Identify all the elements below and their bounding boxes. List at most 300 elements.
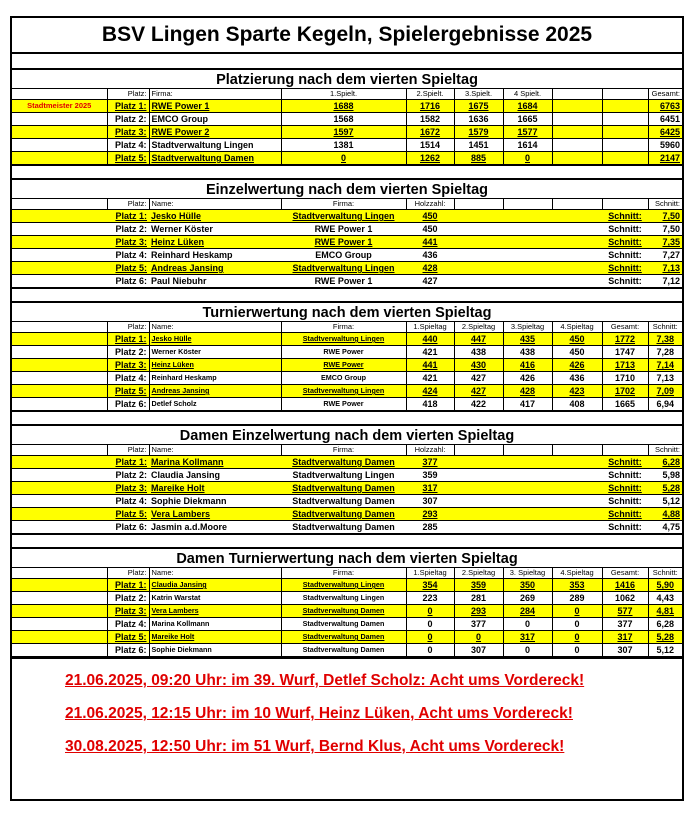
- empty-cell: [12, 592, 107, 605]
- header-cell: Platz:: [107, 199, 149, 210]
- header-cell: 4 Spielt.: [503, 89, 552, 100]
- platz-cell: Platz 3:: [107, 359, 149, 372]
- firma-cell: EMCO Group: [149, 113, 281, 126]
- empty-cell: [552, 126, 602, 139]
- score-cell: 430: [454, 359, 503, 372]
- platz-cell: Platz 6:: [107, 398, 149, 411]
- holz-cell: 377: [406, 456, 454, 469]
- holz-cell: 428: [406, 262, 454, 275]
- gesamt-cell: 5960: [648, 139, 682, 152]
- score-cell: 447: [454, 333, 503, 346]
- gesamt-cell: 1062: [602, 592, 648, 605]
- schnitt-cell: 7,09: [648, 385, 682, 398]
- score-cell: 317: [503, 631, 552, 644]
- table-row: [12, 644, 682, 657]
- note-item: 21.06.2025, 09:20 Uhr: im 39. Wurf, Detlef Scholz: Acht ums Vordereck!: [65, 672, 585, 689]
- schnitt-label: Schnitt:: [602, 249, 648, 262]
- score-cell: 0: [552, 644, 602, 657]
- empty-cell: [12, 126, 107, 139]
- schnitt-label: Schnitt:: [602, 482, 648, 495]
- page-title: BSV Lingen Sparte Kegeln, Spielergebnisse 2025: [12, 18, 682, 54]
- schnitt-cell: 5,28: [648, 631, 682, 644]
- platz-cell: Platz 5:: [107, 385, 149, 398]
- score-cell: 426: [503, 372, 552, 385]
- table-header-row: [12, 445, 682, 456]
- header-cell: 3.Spieltag: [503, 322, 552, 333]
- name-cell: Vera Lambers: [149, 605, 281, 618]
- score-cell: 0: [552, 618, 602, 631]
- schnitt-cell: 4,43: [648, 592, 682, 605]
- score-cell: 269: [503, 592, 552, 605]
- table-row: [12, 398, 682, 411]
- header-cell: [503, 445, 552, 456]
- platz-cell: Platz 6:: [107, 521, 149, 534]
- gesamt-cell: 6763: [648, 100, 682, 113]
- score-cell: 1665: [503, 113, 552, 126]
- table-row: [12, 100, 682, 113]
- empty-cell: [12, 495, 107, 508]
- spacer-row: [12, 54, 682, 70]
- empty-cell: [602, 100, 648, 113]
- platz-cell: Platz 2:: [107, 469, 149, 482]
- score-cell: 1451: [454, 139, 503, 152]
- empty-cell: [12, 359, 107, 372]
- header-cell: 2.Spieltag: [454, 322, 503, 333]
- platz-cell: Platz 1:: [107, 333, 149, 346]
- section-damen-einzelwertung: [12, 426, 682, 534]
- score-cell: 1568: [281, 113, 406, 126]
- spacer-row: [12, 534, 682, 549]
- schnitt-cell: 4,81: [648, 605, 682, 618]
- gesamt-cell: 377: [602, 618, 648, 631]
- score-cell: 1684: [503, 100, 552, 113]
- score-cell: 416: [503, 359, 552, 372]
- table-row: [12, 210, 682, 223]
- spacer-row: [12, 288, 682, 303]
- score-cell: 1579: [454, 126, 503, 139]
- empty-cell: [12, 333, 107, 346]
- header-cell: Holzzahl:: [406, 199, 454, 210]
- firma-cell: Stadtverwaltung Damen: [281, 508, 406, 521]
- name-cell: Sophie Diekmann: [149, 495, 281, 508]
- header-cell: Name:: [149, 322, 281, 333]
- name-cell: Paul Niebuhr: [149, 275, 281, 288]
- gesamt-cell: 1713: [602, 359, 648, 372]
- empty-cell: [454, 456, 602, 469]
- score-cell: 0: [552, 605, 602, 618]
- name-cell: Andreas Jansing: [149, 262, 281, 275]
- header-cell: 2.Spielt.: [406, 89, 454, 100]
- empty-cell: [454, 508, 602, 521]
- header-cell: Name:: [149, 568, 281, 579]
- section-heading: Einzelwertung nach dem vierten Spieltag: [12, 180, 682, 199]
- header-cell: Name:: [149, 199, 281, 210]
- platz-cell: Platz 1:: [107, 100, 149, 113]
- table-row: [12, 521, 682, 534]
- header-cell: Schnitt:: [648, 445, 682, 456]
- empty-cell: [12, 385, 107, 398]
- table-header-row: [12, 89, 682, 100]
- table-row: [12, 605, 682, 618]
- gesamt-cell: 1747: [602, 346, 648, 359]
- table-row: [12, 495, 682, 508]
- score-cell: 440: [406, 333, 454, 346]
- achievement-notes: [12, 659, 682, 766]
- firma-cell: EMCO Group: [281, 372, 406, 385]
- empty-cell: [12, 521, 107, 534]
- score-cell: 421: [406, 346, 454, 359]
- spacer-row: [12, 411, 682, 426]
- empty-cell: [12, 579, 107, 592]
- name-cell: Katrin Warstat: [149, 592, 281, 605]
- empty-cell: [454, 469, 602, 482]
- platz-cell: Platz 4:: [107, 495, 149, 508]
- firma-cell: Stadtverwaltung Lingen: [149, 139, 281, 152]
- holz-cell: 317: [406, 482, 454, 495]
- empty-cell: [12, 236, 107, 249]
- score-cell: 408: [552, 398, 602, 411]
- score-cell: 0: [406, 631, 454, 644]
- schnitt-label: Schnitt:: [602, 262, 648, 275]
- platz-cell: Platz 1:: [107, 456, 149, 469]
- table-row: [12, 579, 682, 592]
- header-cell: Gesamt:: [648, 89, 682, 100]
- header-cell: [552, 445, 602, 456]
- empty-cell: [12, 262, 107, 275]
- header-cell: [12, 568, 107, 579]
- empty-cell: [12, 210, 107, 223]
- holz-cell: 285: [406, 521, 454, 534]
- empty-cell: [454, 210, 602, 223]
- section-heading: Damen Turnierwertung nach dem vierten Spieltag: [12, 549, 682, 568]
- platz-cell: Platz 4:: [107, 372, 149, 385]
- score-cell: 450: [552, 333, 602, 346]
- firma-cell: Stadtverwaltung Lingen: [281, 579, 406, 592]
- platz-cell: Platz 5:: [107, 152, 149, 165]
- score-cell: 1688: [281, 100, 406, 113]
- table-header-row: [12, 199, 682, 210]
- platz-cell: Platz 6:: [107, 644, 149, 657]
- header-cell: [12, 89, 107, 100]
- score-cell: 418: [406, 398, 454, 411]
- platz-cell: Platz 1:: [107, 579, 149, 592]
- platz-cell: Platz 3:: [107, 126, 149, 139]
- gesamt-cell: 1772: [602, 333, 648, 346]
- score-cell: 354: [406, 579, 454, 592]
- schnitt-cell: 7,14: [648, 359, 682, 372]
- score-cell: 422: [454, 398, 503, 411]
- score-cell: 427: [454, 385, 503, 398]
- schnitt-cell: 6,28: [648, 456, 682, 469]
- header-cell: 1.Spielt.: [281, 89, 406, 100]
- score-cell: 284: [503, 605, 552, 618]
- header-cell: Gesamt:: [602, 568, 648, 579]
- empty-cell: [12, 398, 107, 411]
- name-cell: Reinhard Heskamp: [149, 249, 281, 262]
- gesamt-cell: 1702: [602, 385, 648, 398]
- schnitt-cell: 7,50: [648, 210, 682, 223]
- firma-cell: RWE Power 1: [149, 100, 281, 113]
- empty-cell: [602, 139, 648, 152]
- empty-cell: [12, 346, 107, 359]
- empty-cell: [12, 372, 107, 385]
- table-row: [12, 113, 682, 126]
- einzelwertung-table: [12, 199, 682, 288]
- name-cell: Vera Lambers: [149, 508, 281, 521]
- empty-cell: [12, 139, 107, 152]
- firma-cell: RWE Power 1: [281, 223, 406, 236]
- header-cell: Schnitt:: [648, 568, 682, 579]
- score-cell: 377: [454, 618, 503, 631]
- table-row: [12, 333, 682, 346]
- score-cell: 424: [406, 385, 454, 398]
- score-cell: 289: [552, 592, 602, 605]
- schnitt-cell: 5,12: [648, 644, 682, 657]
- name-cell: Jesko Hülle: [149, 210, 281, 223]
- name-cell: Heinz Lüken: [149, 236, 281, 249]
- empty-cell: [12, 113, 107, 126]
- table-row: [12, 469, 682, 482]
- score-cell: 0: [406, 605, 454, 618]
- score-cell: 0: [503, 618, 552, 631]
- header-cell: [12, 199, 107, 210]
- header-cell: [503, 199, 552, 210]
- header-cell: Name:: [149, 445, 281, 456]
- schnitt-label: Schnitt:: [602, 275, 648, 288]
- schnitt-cell: 5,28: [648, 482, 682, 495]
- name-cell: Andreas Jansing: [149, 385, 281, 398]
- platz-cell: Platz 2:: [107, 223, 149, 236]
- table-row: [12, 359, 682, 372]
- score-cell: 435: [503, 333, 552, 346]
- schnitt-cell: 5,98: [648, 469, 682, 482]
- score-cell: 0: [281, 152, 406, 165]
- header-cell: [602, 89, 648, 100]
- holz-cell: 359: [406, 469, 454, 482]
- header-cell: 4.Spieltag: [552, 322, 602, 333]
- header-cell: Platz:: [107, 445, 149, 456]
- firma-cell: Stadtverwaltung Lingen: [281, 333, 406, 346]
- damen-einzelwertung-table: [12, 445, 682, 534]
- gesamt-cell: 1665: [602, 398, 648, 411]
- section-platzierung: [12, 70, 682, 165]
- firma-cell: Stadtverwaltung Damen: [281, 456, 406, 469]
- note-item: 30.08.2025, 12:50 Uhr: im 51 Wurf, Bernd Klus, Acht ums Vordereck!: [65, 738, 565, 755]
- header-cell: [454, 445, 503, 456]
- table-header-row: [12, 568, 682, 579]
- platz-cell: Platz 5:: [107, 631, 149, 644]
- gesamt-cell: 6425: [648, 126, 682, 139]
- table-row: [12, 618, 682, 631]
- empty-cell: [602, 113, 648, 126]
- score-cell: 421: [406, 372, 454, 385]
- header-cell: Holzzahl:: [406, 445, 454, 456]
- table-row: [12, 275, 682, 288]
- gesamt-cell: 317: [602, 631, 648, 644]
- header-cell: 4.Spieltag: [552, 568, 602, 579]
- score-cell: 293: [454, 605, 503, 618]
- platz-cell: Platz 2:: [107, 113, 149, 126]
- header-cell: Firma:: [149, 89, 281, 100]
- gesamt-cell: 577: [602, 605, 648, 618]
- schnitt-label: Schnitt:: [602, 469, 648, 482]
- score-cell: 307: [454, 644, 503, 657]
- header-cell: Gesamt:: [602, 322, 648, 333]
- header-cell: Firma:: [281, 199, 406, 210]
- holz-cell: 307: [406, 495, 454, 508]
- empty-cell: [454, 249, 602, 262]
- score-cell: 353: [552, 579, 602, 592]
- name-cell: Jesko Hülle: [149, 333, 281, 346]
- header-cell: Firma:: [281, 445, 406, 456]
- platz-cell: Platz 3:: [107, 482, 149, 495]
- header-cell: Schnitt:: [648, 199, 682, 210]
- empty-cell: [454, 482, 602, 495]
- schnitt-cell: 6,94: [648, 398, 682, 411]
- holz-cell: 293: [406, 508, 454, 521]
- empty-cell: [454, 495, 602, 508]
- header-cell: 1.Spieltag: [406, 322, 454, 333]
- firma-cell: Stadtverwaltung Lingen: [281, 592, 406, 605]
- empty-cell: [12, 152, 107, 165]
- empty-cell: [12, 249, 107, 262]
- firma-cell: RWE Power: [281, 398, 406, 411]
- header-cell: [602, 199, 648, 210]
- firma-cell: Stadtverwaltung Damen: [149, 152, 281, 165]
- platz-cell: Platz 5:: [107, 508, 149, 521]
- header-cell: Platz:: [107, 568, 149, 579]
- empty-cell: [12, 223, 107, 236]
- empty-cell: [602, 152, 648, 165]
- score-cell: 438: [503, 346, 552, 359]
- firma-cell: RWE Power: [281, 346, 406, 359]
- platz-cell: Platz 4:: [107, 249, 149, 262]
- table-row: [12, 223, 682, 236]
- name-cell: Jasmin a.d.Moore: [149, 521, 281, 534]
- firma-cell: RWE Power 1: [281, 236, 406, 249]
- score-cell: 1636: [454, 113, 503, 126]
- header-cell: [602, 445, 648, 456]
- damen-turnierwertung-table: [12, 568, 682, 657]
- empty-cell: [454, 236, 602, 249]
- score-cell: 1582: [406, 113, 454, 126]
- gesamt-cell: 1416: [602, 579, 648, 592]
- name-cell: Detlef Scholz: [149, 398, 281, 411]
- firma-cell: Stadtverwaltung Damen: [281, 644, 406, 657]
- name-cell: Werner Köster: [149, 346, 281, 359]
- table-row: [12, 249, 682, 262]
- score-cell: 423: [552, 385, 602, 398]
- firma-cell: Stadtverwaltung Lingen: [281, 210, 406, 223]
- header-cell: Schnitt:: [648, 322, 682, 333]
- schnitt-cell: 7,13: [648, 372, 682, 385]
- score-cell: 438: [454, 346, 503, 359]
- platz-cell: Platz 5:: [107, 262, 149, 275]
- score-cell: 1381: [281, 139, 406, 152]
- name-cell: Werner Köster: [149, 223, 281, 236]
- header-cell: 3.Spielt.: [454, 89, 503, 100]
- score-cell: 1514: [406, 139, 454, 152]
- gesamt-cell: 6451: [648, 113, 682, 126]
- schnitt-cell: 5,12: [648, 495, 682, 508]
- score-cell: 441: [406, 359, 454, 372]
- platz-cell: Platz 3:: [107, 236, 149, 249]
- section-heading: Platzierung nach dem vierten Spieltag: [12, 70, 682, 89]
- score-cell: 885: [454, 152, 503, 165]
- firma-cell: Stadtverwaltung Lingen: [281, 385, 406, 398]
- name-cell: Heinz Lüken: [149, 359, 281, 372]
- section-heading: Damen Einzelwertung nach dem vierten Spieltag: [12, 426, 682, 445]
- platz-cell: Platz 1:: [107, 210, 149, 223]
- score-cell: 417: [503, 398, 552, 411]
- score-cell: 0: [552, 631, 602, 644]
- section-turnierwertung: [12, 303, 682, 411]
- holz-cell: 427: [406, 275, 454, 288]
- schnitt-cell: 7,38: [648, 333, 682, 346]
- name-cell: Marina Kollmann: [149, 618, 281, 631]
- table-row: [12, 385, 682, 398]
- spacer-row: [12, 165, 682, 180]
- score-cell: 281: [454, 592, 503, 605]
- empty-cell: [454, 521, 602, 534]
- score-cell: 427: [454, 372, 503, 385]
- empty-cell: [12, 631, 107, 644]
- schnitt-cell: 4,75: [648, 521, 682, 534]
- name-cell: Mareike Holt: [149, 631, 281, 644]
- score-cell: 223: [406, 592, 454, 605]
- table-row: [12, 262, 682, 275]
- platz-cell: Platz 3:: [107, 605, 149, 618]
- empty-cell: [602, 126, 648, 139]
- empty-cell: [454, 223, 602, 236]
- header-cell: 3. Spieltag: [503, 568, 552, 579]
- header-cell: Firma:: [281, 568, 406, 579]
- firma-cell: Stadtverwaltung Damen: [281, 521, 406, 534]
- header-cell: [12, 322, 107, 333]
- header-cell: Firma:: [281, 322, 406, 333]
- header-cell: Platz:: [107, 89, 149, 100]
- score-cell: 426: [552, 359, 602, 372]
- header-cell: [12, 445, 107, 456]
- name-cell: Claudia Jansing: [149, 469, 281, 482]
- firma-cell: Stadtverwaltung Damen: [281, 618, 406, 631]
- score-cell: 0: [406, 618, 454, 631]
- holz-cell: 436: [406, 249, 454, 262]
- firma-cell: Stadtverwaltung Damen: [281, 631, 406, 644]
- score-cell: 1614: [503, 139, 552, 152]
- platz-cell: Platz 4:: [107, 618, 149, 631]
- table-row: [12, 152, 682, 165]
- platz-cell: Platz 4:: [107, 139, 149, 152]
- schnitt-label: Schnitt:: [602, 521, 648, 534]
- schnitt-cell: 7,28: [648, 346, 682, 359]
- score-cell: 1577: [503, 126, 552, 139]
- header-cell: 2.Spieltag: [454, 568, 503, 579]
- schnitt-label: Schnitt:: [602, 495, 648, 508]
- score-cell: 359: [454, 579, 503, 592]
- name-cell: Reinhard Heskamp: [149, 372, 281, 385]
- empty-cell: [12, 508, 107, 521]
- empty-cell: [12, 456, 107, 469]
- section-heading: Turnierwertung nach dem vierten Spieltag: [12, 303, 682, 322]
- name-cell: Sophie Diekmann: [149, 644, 281, 657]
- name-cell: Mareike Holt: [149, 482, 281, 495]
- holz-cell: 450: [406, 223, 454, 236]
- score-cell: 0: [454, 631, 503, 644]
- empty-cell: [12, 469, 107, 482]
- score-cell: 1262: [406, 152, 454, 165]
- schnitt-cell: 7,50: [648, 223, 682, 236]
